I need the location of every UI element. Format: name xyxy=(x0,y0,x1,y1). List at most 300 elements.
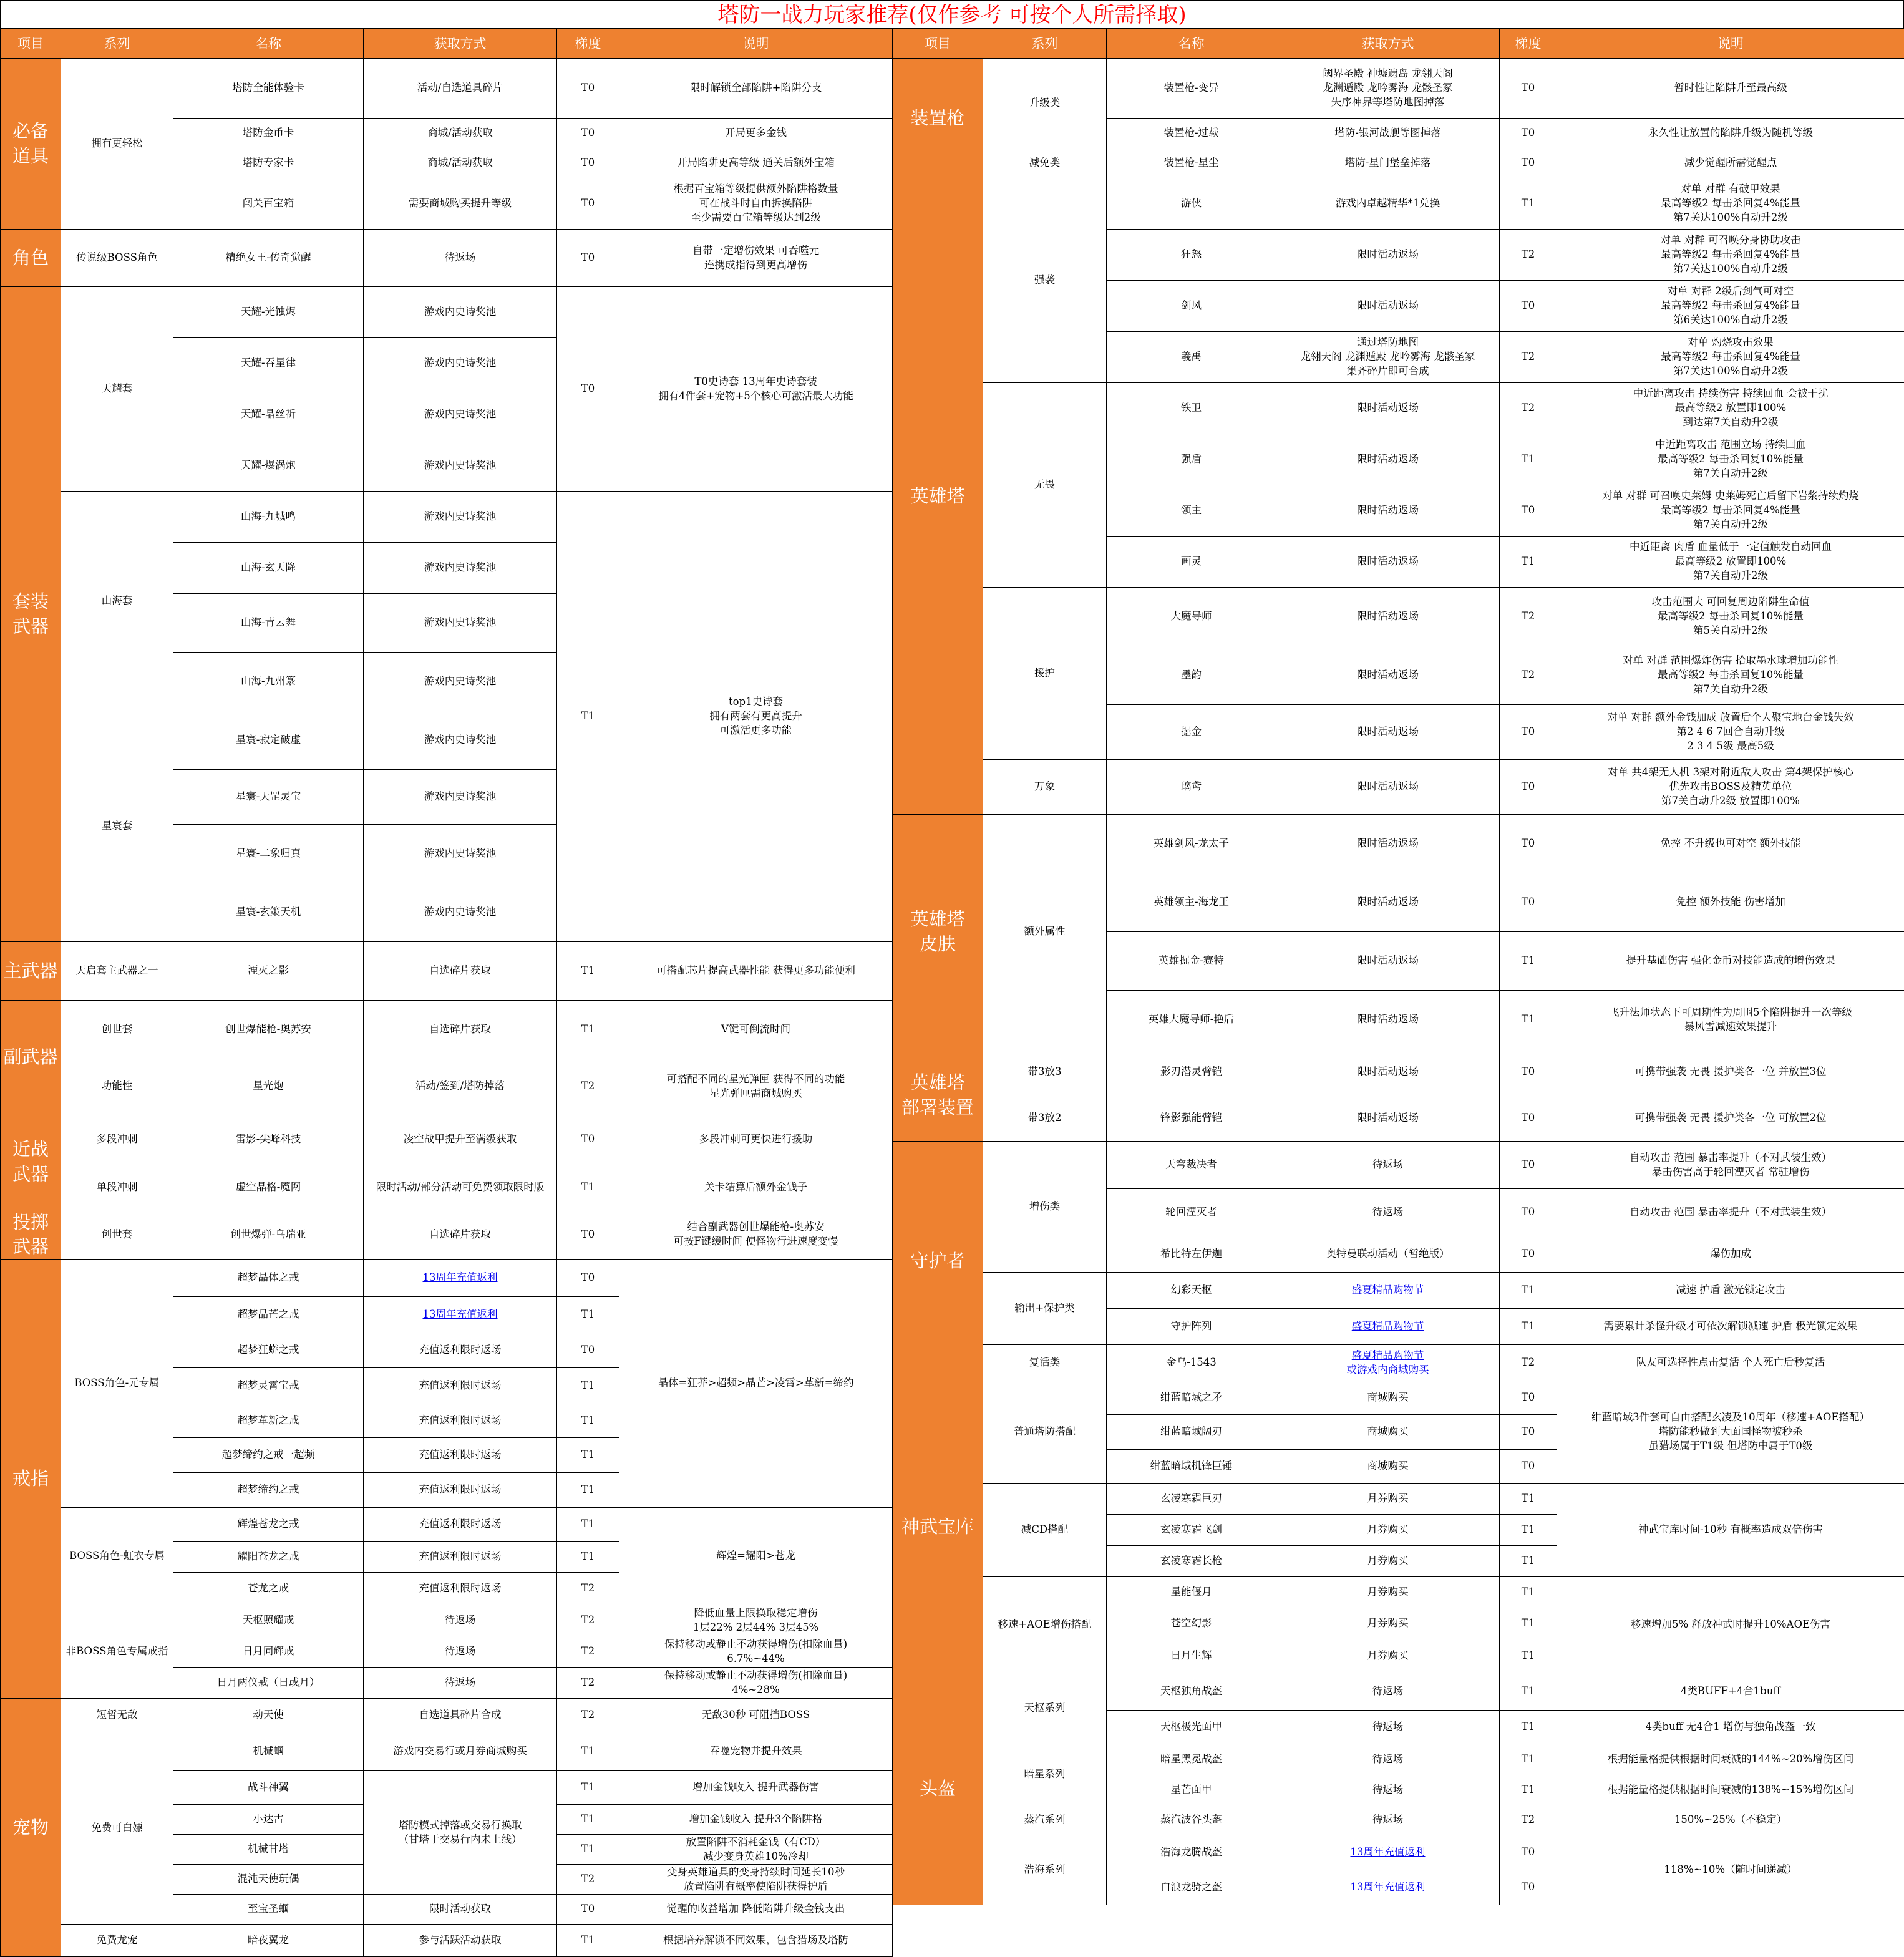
cell-item: 头盔 xyxy=(893,1673,983,1905)
cell-series: 带3放3 xyxy=(983,1049,1107,1095)
cell-desc: 需要累计杀怪升级才可依次解锁减速 护盾 极光锁定效果 xyxy=(1557,1309,1904,1345)
cell-name: 大魔导师 xyxy=(1107,588,1276,646)
cell-source: 自选碎片获取 xyxy=(364,1210,557,1260)
cell-tier: T1 xyxy=(557,1542,619,1573)
cell-name: 塔防金币卡 xyxy=(173,119,364,148)
cell-tier: T2 xyxy=(1500,646,1557,705)
cell-source[interactable]: 13周年充值返利 xyxy=(364,1260,557,1297)
cell-item: 角色 xyxy=(1,230,61,287)
cell-tier: T1 xyxy=(557,1404,619,1438)
cell-desc: 自动攻击 范围 暴击率提升（不对武装生效） 暴击伤害高于轮回湮灭者 常驻增伤 xyxy=(1557,1142,1904,1189)
table-row xyxy=(893,1805,1904,1835)
cell-desc: 辉煌=耀阳>苍龙 xyxy=(619,1508,893,1605)
table-row xyxy=(893,1095,1904,1142)
cell-desc: 可搭配芯片提高武器性能 获得更多功能便利 xyxy=(619,942,893,1001)
cell-source[interactable]: 盛夏精品购物节 xyxy=(1276,1273,1500,1309)
cell-series: 天枢系列 xyxy=(983,1673,1107,1744)
cell-item: 必备 道具 xyxy=(1,59,61,230)
cell-desc: 永久性让放置的陷阱升级为随机等级 xyxy=(1557,119,1904,148)
cell-source: 自选碎片获取 xyxy=(364,1001,557,1059)
cell-name: 星寰-寂定破虚 xyxy=(173,711,364,770)
cell-name: 剑风 xyxy=(1107,281,1276,332)
cell-source: 月券购买 xyxy=(1276,1484,1500,1515)
table-row xyxy=(1,492,893,543)
cell-desc: 减少觉醒所需觉醒点 xyxy=(1557,148,1904,178)
right-table xyxy=(892,29,1904,1905)
cell-series: 强袭 xyxy=(983,178,1107,383)
cell-source: 限时活动返场 xyxy=(1276,1049,1500,1095)
cell-series: 短暂无敌 xyxy=(61,1699,173,1732)
cell-series: 天启套主武器之一 xyxy=(61,942,173,1001)
cell-source: 月券购买 xyxy=(1276,1515,1500,1546)
cell-source[interactable]: 盛夏精品购物节 xyxy=(1276,1309,1500,1345)
cell-name: 星寰-二象归真 xyxy=(173,825,364,883)
cell-name: 创世爆能枪-奥苏安 xyxy=(173,1001,364,1059)
cell-source[interactable]: 13周年充值返利 xyxy=(1276,1835,1500,1870)
cell-item: 投掷 武器 xyxy=(1,1210,61,1260)
cell-source: 活动/自选道具碎片 xyxy=(364,59,557,119)
cell-source: 塔防模式掉落或交易行换取 （甘塔于交易行内未上线） xyxy=(364,1771,557,1895)
cell-tier: T2 xyxy=(1500,1345,1557,1381)
cell-source: 限时活动返场 xyxy=(1276,434,1500,485)
cell-tier: T2 xyxy=(1500,230,1557,281)
left-table xyxy=(0,29,893,1957)
table-row xyxy=(893,1744,1904,1775)
cell-tier: T0 xyxy=(557,1895,619,1925)
cell-tier: T0 xyxy=(557,148,619,178)
cell-name: 山海-九州篆 xyxy=(173,653,364,711)
cell-desc: 爆伤加成 xyxy=(1557,1236,1904,1273)
cell-series: 创世套 xyxy=(61,1210,173,1260)
cell-source: 游戏内交易行或月券商城购买 xyxy=(364,1732,557,1771)
cell-name: 天耀-晶丝祈 xyxy=(173,389,364,440)
cell-tier: T0 xyxy=(557,178,619,230)
cell-name: 动天使 xyxy=(173,1699,364,1732)
cell-item: 戒指 xyxy=(1,1260,61,1699)
cell-desc: 150%~25%（不稳定） xyxy=(1557,1805,1904,1835)
cell-desc: top1史诗套 拥有两套有更高提升 可激活更多功能 xyxy=(619,492,893,942)
cell-source: 商城/活动获取 xyxy=(364,148,557,178)
cell-item: 英雄塔 部署装置 xyxy=(893,1049,983,1142)
table-row xyxy=(1,1508,893,1542)
cell-desc: 保持移动或静止不动获得增伤(扣除血量) 6.7%~44% xyxy=(619,1636,893,1668)
cell-source: 充值返利限时返场 xyxy=(364,1542,557,1573)
cell-source: 商城购买 xyxy=(1276,1415,1500,1450)
cell-desc: 118%~10%（随时间递减） xyxy=(1557,1835,1904,1905)
cell-source: 限时活动返场 xyxy=(1276,383,1500,434)
cell-source: 游戏内史诗奖池 xyxy=(364,389,557,440)
cell-tier: T0 xyxy=(1500,1835,1557,1870)
cell-tier: T1 xyxy=(557,1805,619,1835)
header-tier: 梯度 xyxy=(1500,29,1557,59)
cell-desc: 根据能量格提供根据时间衰减的144%~20%增伤区间 xyxy=(1557,1744,1904,1775)
right-table-body xyxy=(893,59,1904,1905)
cell-series: 援护 xyxy=(983,588,1107,760)
sheet-title: 塔防一战力玩家推荐(仅作参考 可按个人所需择取) xyxy=(0,0,1904,29)
cell-desc: 对单 灼烧攻击效果 最高等级2 每击杀回复4%能量 第7关达100%自动升2级 xyxy=(1557,332,1904,383)
cell-item: 宠物 xyxy=(1,1699,61,1957)
cell-source[interactable]: 盛夏精品购物节 或游戏内商城购买 xyxy=(1276,1345,1500,1381)
cell-tier: T1 xyxy=(1500,434,1557,485)
cell-desc: 根据能量格提供根据时间衰减的138%~15%增伤区间 xyxy=(1557,1775,1904,1805)
cell-source: 充值返利限时返场 xyxy=(364,1508,557,1542)
cell-desc: 可携带强袭 无畏 援护类各一位 并放置3位 xyxy=(1557,1049,1904,1095)
cell-name: 墨韵 xyxy=(1107,646,1276,705)
cell-name: 精绝女王-传奇觉醒 xyxy=(173,230,364,287)
cell-source: 商城/活动获取 xyxy=(364,119,557,148)
cell-tier: T1 xyxy=(557,1438,619,1473)
table-row xyxy=(893,1142,1904,1189)
cell-series: 升级类 xyxy=(983,59,1107,148)
cell-name: 暗夜翼龙 xyxy=(173,1925,364,1957)
cell-source[interactable]: 13周年充值返利 xyxy=(364,1297,557,1333)
cell-series: 山海套 xyxy=(61,492,173,711)
cell-name: 影刃潜灵臂铠 xyxy=(1107,1049,1276,1095)
cell-source: 待返场 xyxy=(1276,1805,1500,1835)
cell-name: 塔防专家卡 xyxy=(173,148,364,178)
cell-desc: 对单 对群 2级后剑气可对空 最高等级2 每击杀回复4%能量 第6关达100%自动升2级 xyxy=(1557,281,1904,332)
cell-name: 游侠 xyxy=(1107,178,1276,230)
cell-name: 白浪龙骑之盔 xyxy=(1107,1870,1276,1905)
table-row xyxy=(893,148,1904,178)
cell-tier: T1 xyxy=(1500,1309,1557,1345)
cell-name: 至宝圣蝈 xyxy=(173,1895,364,1925)
header-item: 项目 xyxy=(1,29,61,59)
cell-name: 金乌-1543 xyxy=(1107,1345,1276,1381)
cell-source: 限时活动返场 xyxy=(1276,230,1500,281)
cell-item: 主武器 xyxy=(1,942,61,1001)
table-row xyxy=(893,178,1904,230)
table-row xyxy=(1,1605,893,1636)
cell-source: 游戏内史诗奖池 xyxy=(364,770,557,825)
cell-desc: 飞升法师状态下可周期性为周围5个陷阱提升一次等级 暴风雪减速效果提升 xyxy=(1557,991,1904,1049)
cell-name: 装置枪-变异 xyxy=(1107,59,1276,119)
cell-tier: T0 xyxy=(1500,485,1557,537)
cell-source: 待返场 xyxy=(1276,1189,1500,1236)
cell-source: 限时活动返场 xyxy=(1276,932,1500,991)
cell-desc: 限时解锁全部陷阱+陷阱分支 xyxy=(619,59,893,119)
cell-tier: T0 xyxy=(557,287,619,492)
cell-name: 日月同辉戒 xyxy=(173,1636,364,1668)
table-row xyxy=(893,1484,1904,1515)
cell-tier: T2 xyxy=(557,1636,619,1668)
cell-name: 画灵 xyxy=(1107,537,1276,588)
cell-desc: 无敌30秒 可阻挡BOSS xyxy=(619,1699,893,1732)
cell-name: 天耀-光蚀烬 xyxy=(173,287,364,338)
cell-name: 星光炮 xyxy=(173,1059,364,1114)
cell-name: 英雄掘金-赛特 xyxy=(1107,932,1276,991)
cell-tier: T0 xyxy=(557,119,619,148)
cell-desc: 自带一定增伤效果 可吞噬元 连携成指得到更高增伤 xyxy=(619,230,893,287)
cell-desc: 对单 共4架无人机 3架对附近敌人攻击 第4架保护核心 优先攻击BOSS及精英单位 第7关自动升2级 放置即100% xyxy=(1557,760,1904,815)
cell-source: 游戏内史诗奖池 xyxy=(364,287,557,338)
cell-source: 限时活动返场 xyxy=(1276,588,1500,646)
cell-tier: T0 xyxy=(1500,815,1557,873)
cell-name: 守护阵列 xyxy=(1107,1309,1276,1345)
table-row xyxy=(893,1577,1904,1608)
cell-tier: T1 xyxy=(557,1925,619,1957)
cell-name: 机械蝈 xyxy=(173,1732,364,1771)
cell-source: 需要商城购买提升等级 xyxy=(364,178,557,230)
header-name: 名称 xyxy=(1107,29,1276,59)
cell-source: 游戏内史诗奖池 xyxy=(364,711,557,770)
cell-tier: T1 xyxy=(1500,1273,1557,1309)
table-row xyxy=(893,588,1904,646)
cell-item: 英雄塔 皮肤 xyxy=(893,815,983,1049)
table-row xyxy=(1,1260,893,1297)
cell-name: 苍空幻影 xyxy=(1107,1608,1276,1639)
cell-desc: 4类BUFF+4合1buff xyxy=(1557,1673,1904,1711)
cell-source: 待返场 xyxy=(364,1636,557,1668)
cell-item: 套装 武器 xyxy=(1,287,61,942)
cell-desc: 免控 不升级也可对空 额外技能 xyxy=(1557,815,1904,873)
cell-name: 天穹裁决者 xyxy=(1107,1142,1276,1189)
cell-tier: T2 xyxy=(1500,1805,1557,1835)
cell-series: BOSS角色-元专属 xyxy=(61,1260,173,1508)
cell-name: 羲禹 xyxy=(1107,332,1276,383)
cell-name: 辉煌苍龙之戒 xyxy=(173,1508,364,1542)
cell-name: 苍龙之戒 xyxy=(173,1573,364,1605)
cell-series: 无畏 xyxy=(983,383,1107,588)
cell-name: 机械甘塔 xyxy=(173,1835,364,1865)
cell-series: BOSS角色-虹衣专属 xyxy=(61,1508,173,1605)
cell-tier: T2 xyxy=(557,1699,619,1732)
cell-name: 小达古 xyxy=(173,1805,364,1835)
cell-tier: T1 xyxy=(1500,178,1557,230)
table-row xyxy=(893,59,1904,119)
cell-series: 创世套 xyxy=(61,1001,173,1059)
cell-source: 待返场 xyxy=(1276,1744,1500,1775)
cell-source: 自选道具碎片合成 xyxy=(364,1699,557,1732)
cell-series: 输出+保护类 xyxy=(983,1273,1107,1345)
table-row xyxy=(1,1699,893,1732)
cell-tier: T1 xyxy=(557,942,619,1001)
cell-source: 凌空战甲提升至满级获取 xyxy=(364,1114,557,1165)
cell-name: 战斗神翼 xyxy=(173,1771,364,1805)
cell-desc: 觉醒的收益增加 降低陷阱升级金钱支出 xyxy=(619,1895,893,1925)
cell-desc: 可搭配不同的星光弹匣 获得不同的功能 星光弹匣需商城购买 xyxy=(619,1059,893,1114)
cell-series: 普通塔防搭配 xyxy=(983,1381,1107,1484)
cell-name: 铁卫 xyxy=(1107,383,1276,434)
cell-tier: T2 xyxy=(1500,588,1557,646)
cell-tier: T1 xyxy=(1500,1673,1557,1711)
header-desc: 说明 xyxy=(619,29,893,59)
cell-name: 天枢照耀戒 xyxy=(173,1605,364,1636)
cell-tier: T2 xyxy=(557,1059,619,1114)
cell-source: 月券购买 xyxy=(1276,1639,1500,1673)
cell-desc: 变身英雄道具的变身持续时间延长10秒 放置陷阱有概率使陷阱获得护盾 xyxy=(619,1865,893,1895)
cell-name: 星寰-天罡灵宝 xyxy=(173,770,364,825)
cell-tier: T2 xyxy=(557,1865,619,1895)
cell-tier: T1 xyxy=(557,1297,619,1333)
cell-tier: T1 xyxy=(557,1508,619,1542)
cell-tier: T0 xyxy=(1500,119,1557,148)
cell-series: 暗星系列 xyxy=(983,1744,1107,1805)
cell-tier: T1 xyxy=(557,1368,619,1404)
cell-source: 待返场 xyxy=(364,1668,557,1699)
cell-name: 天枢极光面甲 xyxy=(1107,1711,1276,1744)
cell-series: 带3放2 xyxy=(983,1095,1107,1142)
cell-item: 近战 武器 xyxy=(1,1114,61,1210)
cell-source: 月券购买 xyxy=(1276,1577,1500,1608)
cell-desc: 免控 额外技能 伤害增加 xyxy=(1557,873,1904,932)
table-row xyxy=(1,1114,893,1165)
cell-desc: 自动攻击 范围 暴击率提升（不对武装生效） xyxy=(1557,1189,1904,1236)
cell-source: 阈界圣殿 神墟遗岛 龙翎天阁 龙渊遁殿 龙吟雾海 龙骸圣冢 失序神界等塔防地图掉落 xyxy=(1276,59,1500,119)
cell-tier: T2 xyxy=(1500,332,1557,383)
cell-desc: 多段冲刺可更快进行援助 xyxy=(619,1114,893,1165)
cell-series: 移速+AOE增伤搭配 xyxy=(983,1577,1107,1673)
cell-tier: T2 xyxy=(1500,383,1557,434)
cell-series: 传说级BOSS角色 xyxy=(61,230,173,287)
cell-source: 限时活动返场 xyxy=(1276,1095,1500,1142)
cell-tier: T1 xyxy=(557,1001,619,1059)
cell-series: 复活类 xyxy=(983,1345,1107,1381)
cell-name: 湮灭之影 xyxy=(173,942,364,1001)
cell-series: 单段冲刺 xyxy=(61,1165,173,1210)
cell-tier: T1 xyxy=(1500,1639,1557,1673)
table-row xyxy=(893,1345,1904,1381)
cell-source: 限时活动返场 xyxy=(1276,873,1500,932)
cell-tier: T1 xyxy=(1500,1515,1557,1546)
cell-desc: 中近距离 肉盾 血量低于一定值触发自动回血 最高等级2 放置即100% 第7关自动升2级 xyxy=(1557,537,1904,588)
cell-name: 英雄剑风-龙太子 xyxy=(1107,815,1276,873)
cell-tier: T2 xyxy=(557,1668,619,1699)
header-series: 系列 xyxy=(61,29,173,59)
cell-name: 闯关百宝箱 xyxy=(173,178,364,230)
cell-name: 星寰-玄策天机 xyxy=(173,883,364,942)
cell-name: 绀蓝暗域之矛 xyxy=(1107,1381,1276,1415)
cell-name: 超梦缔约之戒 xyxy=(173,1473,364,1508)
cell-tier: T0 xyxy=(1500,59,1557,119)
cell-source: 通过塔防地图 龙翎天阁 龙渊遁殿 龙吟雾海 龙骸圣冢 集齐碎片即可合成 xyxy=(1276,332,1500,383)
cell-name: 虚空晶格-魇网 xyxy=(173,1165,364,1210)
cell-name: 塔防全能体验卡 xyxy=(173,59,364,119)
cell-desc: 中近距离攻击 持续伤害 持续回血 会被干扰 最高等级2 放置即100% 到达第7关自动升2级 xyxy=(1557,383,1904,434)
table-row xyxy=(1,59,893,119)
cell-name: 超梦革新之戒 xyxy=(173,1404,364,1438)
cell-name: 超梦灵霄宝戒 xyxy=(173,1368,364,1404)
cell-source: 游戏内史诗奖池 xyxy=(364,883,557,942)
cell-source: 参与活跃活动获取 xyxy=(364,1925,557,1957)
table-row xyxy=(1,287,893,338)
cell-tier: T0 xyxy=(1500,1870,1557,1905)
cell-source: 待返场 xyxy=(1276,1775,1500,1805)
cell-name: 装置枪-过载 xyxy=(1107,119,1276,148)
cell-tier: T1 xyxy=(557,1473,619,1508)
cell-name: 浩海龙腾战盔 xyxy=(1107,1835,1276,1870)
cell-name: 强盾 xyxy=(1107,434,1276,485)
cell-tier: T0 xyxy=(1500,1381,1557,1415)
table-row xyxy=(893,1381,1904,1415)
cell-source: 月券购买 xyxy=(1276,1608,1500,1639)
cell-name: 玄凌寒霜巨刃 xyxy=(1107,1484,1276,1515)
cell-desc: 对单 对群 有破甲效果 最高等级2 每击杀回复4%能量 第7关达100%自动升2级 xyxy=(1557,178,1904,230)
cell-name: 英雄大魔导师-艳后 xyxy=(1107,991,1276,1049)
cell-item: 装置枪 xyxy=(893,59,983,178)
cell-tier: T1 xyxy=(557,1732,619,1771)
cell-source: 游戏内史诗奖池 xyxy=(364,543,557,594)
cell-name: 希比特左伊迦 xyxy=(1107,1236,1276,1273)
cell-source: 限时活动返场 xyxy=(1276,646,1500,705)
cell-source: 待返场 xyxy=(364,230,557,287)
cell-name: 绀蓝暗域机锋巨锤 xyxy=(1107,1450,1276,1484)
cell-source: 限时活动返场 xyxy=(1276,815,1500,873)
cell-series: 功能性 xyxy=(61,1059,173,1114)
table-row xyxy=(1,942,893,1001)
table-row xyxy=(893,1273,1904,1309)
cell-tier: T0 xyxy=(557,1210,619,1260)
cell-tier: T0 xyxy=(557,230,619,287)
cell-name: 狂怒 xyxy=(1107,230,1276,281)
cell-tier: T0 xyxy=(1500,1049,1557,1095)
cell-tier: T0 xyxy=(1500,281,1557,332)
cell-desc: 对单 对群 范围爆炸伤害 拾取墨水球增加功能性 最高等级2 每击杀回复10%能量 第7关自动升2级 xyxy=(1557,646,1904,705)
cell-tier: T0 xyxy=(1500,1415,1557,1450)
cell-name: 玄凌寒霜飞剑 xyxy=(1107,1515,1276,1546)
table-row xyxy=(1,1732,893,1771)
cell-source: 待返场 xyxy=(1276,1142,1500,1189)
cell-item: 副武器 xyxy=(1,1001,61,1114)
cell-name: 混沌天使玩偶 xyxy=(173,1865,364,1895)
cell-source[interactable]: 13周年充值返利 xyxy=(1276,1870,1500,1905)
cell-source: 待返场 xyxy=(364,1605,557,1636)
cell-series: 万象 xyxy=(983,760,1107,815)
cell-desc: 根据百宝箱等级提供额外陷阱格数量 可在战斗时自由拆换陷阱 至少需要百宝箱等级达到2级 xyxy=(619,178,893,230)
cell-name: 天枢独角战盔 xyxy=(1107,1673,1276,1711)
cell-tier: T1 xyxy=(1500,1577,1557,1608)
cell-desc: 关卡结算后额外金钱子 xyxy=(619,1165,893,1210)
cell-desc: 减速 护盾 激光锁定攻击 xyxy=(1557,1273,1904,1309)
cell-name: 山海-玄天降 xyxy=(173,543,364,594)
cell-source: 限时活动返场 xyxy=(1276,281,1500,332)
cell-tier: T1 xyxy=(1500,1775,1557,1805)
cell-desc: T0史诗套 13周年史诗套装 拥有4件套+宠物+5个核心可激活最大功能 xyxy=(619,287,893,492)
cell-desc: 降低血量上限换取稳定增伤 1层22% 2层44% 3层45% xyxy=(619,1605,893,1636)
cell-name: 蒸汽波谷头盔 xyxy=(1107,1805,1276,1835)
cell-desc: 中近距离攻击 范围立场 持续回血 最高等级2 每击杀回复10%能量 第7关自动升2级 xyxy=(1557,434,1904,485)
cell-desc: 队友可选择性点击复活 个人死亡后秒复活 xyxy=(1557,1345,1904,1381)
cell-source: 充值返利限时返场 xyxy=(364,1438,557,1473)
cell-source: 塔防-银河战舰等图掉落 xyxy=(1276,119,1500,148)
cell-desc: 增加金钱收入 提升武器伤害 xyxy=(619,1771,893,1805)
cell-tier: T1 xyxy=(557,1771,619,1805)
cell-name: 星芒面甲 xyxy=(1107,1775,1276,1805)
cell-source: 游戏内史诗奖池 xyxy=(364,440,557,492)
cell-tier: T0 xyxy=(557,59,619,119)
cell-desc: 绀蓝暗域3件套可自由搭配玄凌及10周年（移速+AOE搭配） 塔防能秒做到大面国怪物被秒杀 虽猎场属于T1级 但塔防中属于T0级 xyxy=(1557,1381,1904,1484)
cell-tier: T0 xyxy=(1500,1095,1557,1142)
cell-source: 充值返利限时返场 xyxy=(364,1473,557,1508)
cell-source: 待返场 xyxy=(1276,1711,1500,1744)
table-row xyxy=(893,1835,1904,1870)
cell-name: 创世爆弹-乌瑞亚 xyxy=(173,1210,364,1260)
left-header-row xyxy=(1,29,893,59)
cell-desc: 对单 对群 可召唤分身协助攻击 最高等级2 每击杀回复4%能量 第7关达100%自动升2级 xyxy=(1557,230,1904,281)
cell-source: 商城购买 xyxy=(1276,1381,1500,1415)
cell-name: 超梦缔约之戒一超频 xyxy=(173,1438,364,1473)
cell-series: 免费龙宠 xyxy=(61,1925,173,1957)
cell-tier: T2 xyxy=(557,1573,619,1605)
cell-desc: 攻击范围大 可回复周边陷阱生命值 最高等级2 每击杀回复10%能量 第5关自动升2级 xyxy=(1557,588,1904,646)
header-tier: 梯度 xyxy=(557,29,619,59)
cell-source: 限时活动返场 xyxy=(1276,705,1500,760)
cell-tier: T0 xyxy=(1500,148,1557,178)
cell-tier: T1 xyxy=(1500,1744,1557,1775)
cell-name: 轮回湮灭者 xyxy=(1107,1189,1276,1236)
left-table-body xyxy=(1,59,893,1957)
cell-source: 限时活动/部分活动可免费领取限时版 xyxy=(364,1165,557,1210)
